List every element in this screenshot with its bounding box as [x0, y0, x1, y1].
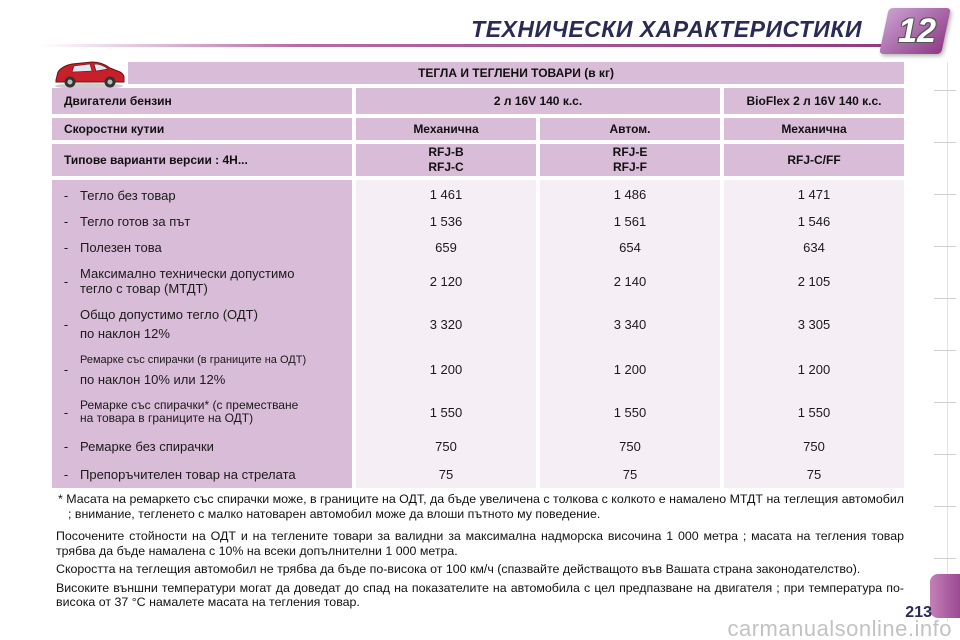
chapter-tab[interactable]: [934, 506, 956, 507]
watermark: carmanualsonline.info: [727, 616, 952, 640]
version-code: RFJ-F: [613, 160, 647, 174]
table-cell: 750: [803, 438, 825, 454]
versions-label: Типове варианти версии : 4H...: [52, 144, 352, 176]
table-cell: 1 536: [429, 213, 463, 229]
table-row: - Тегло без товар: [63, 187, 176, 203]
table-row: - Ремарке със спирачки (в границите на ОДТ) по наклон 10% или 12%: [63, 354, 307, 387]
table-cell: 75: [622, 466, 638, 482]
table-cell: 2 140: [613, 273, 647, 289]
note-altitude: Посочените стойности на ОДТ и на теглените товари за валидни за максимална надморска височина 1 000 метра ; масата на тегления товар трябва да бъде намалена с 10% на всеки допълнителни 1 000 метра.: [56, 529, 904, 558]
note-temperature: Високите външни температури могат да доведат до спад на показателите на автомобила с цел предпазване на двигателя ; при температура по-висока от 37 °С намалете масата на тегления товар.: [56, 580, 904, 609]
table-cell: 1 550: [429, 404, 463, 420]
value-column-1: [356, 180, 536, 488]
table-cell: 1 486: [613, 186, 647, 202]
table-title-row: [128, 62, 904, 84]
gearbox-row: [52, 118, 904, 140]
version-3: [724, 144, 904, 176]
table-row: - Препоръчителен товар на стрелата: [63, 466, 296, 482]
header-rule: [40, 44, 900, 47]
table-cell: 2 105: [797, 273, 831, 289]
page-number: 213: [905, 604, 932, 621]
chapter-tab[interactable]: [934, 298, 956, 299]
chapter-tab[interactable]: [934, 454, 956, 455]
table-cell: 3 340: [613, 316, 647, 332]
table-cell: 1 550: [613, 404, 647, 420]
chapter-tab[interactable]: [934, 142, 956, 143]
chapter-tab[interactable]: [934, 402, 956, 403]
table-body: [52, 180, 904, 488]
table-cell: 75: [806, 466, 822, 482]
table-cell: 1 200: [613, 361, 647, 377]
notes: [56, 492, 904, 614]
version-code: RFJ-E: [612, 145, 648, 159]
table-cell: 3 305: [797, 316, 831, 332]
chapter-tab-active[interactable]: [930, 574, 960, 618]
row-values: [352, 180, 904, 488]
chapter-number: 12: [898, 12, 936, 50]
value-column-3: [724, 180, 904, 488]
table-cell: 659: [435, 239, 457, 255]
table-cell: 1 546: [797, 213, 831, 229]
table-row: - Максимално технически допустимо тегло с товар (МТДТ): [63, 266, 295, 296]
row-labels: [52, 180, 352, 488]
gearbox-1: Механична: [356, 118, 536, 140]
table-cell: 634: [803, 239, 825, 255]
table-cell: 1 200: [429, 361, 463, 377]
chapter-tab[interactable]: [934, 350, 956, 351]
table-cell: 1 461: [429, 186, 463, 202]
table-cell: 75: [438, 466, 454, 482]
table-cell: 3 320: [429, 316, 463, 332]
page-header: [0, 0, 960, 58]
chapter-tab[interactable]: [934, 90, 956, 91]
engine-1: 2 л 16V 140 к.с.: [356, 88, 720, 114]
gearbox-3: Механична: [724, 118, 904, 140]
versions-row: [52, 144, 904, 176]
table-cell: 750: [435, 438, 457, 454]
page-title: ТЕХНИЧЕСКИ ХАРАКТЕРИСТИКИ: [471, 16, 862, 42]
gearbox-label: Скоростни кутии: [52, 118, 352, 140]
table-cell: 1 471: [797, 186, 831, 202]
table-row: - Полезен това: [63, 239, 162, 255]
table-cell: 750: [619, 438, 641, 454]
note-speed: Скоростта на теглещия автомобил не трябва да бъде по-висока от 100 км/ч (спазвайте действащото във Вашата страна законодателство).: [56, 562, 861, 576]
table-cell: 1 561: [613, 213, 647, 229]
table-row: - Ремарке без спирачки: [63, 438, 214, 454]
table-row: - Ремарке със спирачки* (с преместване на товара в границите на ОДТ): [63, 398, 299, 425]
table-row: - Тегло готов за път: [63, 213, 191, 229]
gearbox-2: Автом.: [540, 118, 720, 140]
version-2: [540, 144, 720, 176]
table-cell: 2 120: [429, 273, 463, 289]
table-cell: 1 200: [797, 361, 831, 377]
version-code: RFJ-B: [428, 145, 464, 159]
chapter-tab[interactable]: [934, 246, 956, 247]
engine-2: BioFlex 2 л 16V 140 к.с.: [724, 88, 904, 114]
footnote: * Масата на ремаркето със спирачки може, в границите на ОДТ, да бъде увеличена с толкова с колкото е намалено МТДТ на теглещия автомобил ; внимание, тегленето с малко натоварен автомобил може да влоши пътното му поведение.: [58, 492, 904, 521]
version-code: RFJ-C: [428, 160, 464, 174]
value-column-2: [540, 180, 720, 488]
table-row: - Общо допустимо тегло (ОДТ) по наклон 12%: [63, 307, 258, 341]
table-title: ТЕГЛА И ТЕГЛЕНИ ТОВАРИ (в кг): [418, 66, 614, 80]
weights-table: [52, 62, 904, 488]
engines-label: Двигатели бензин: [52, 88, 352, 114]
table-cell: 1 550: [797, 404, 831, 420]
chapter-tab[interactable]: [934, 558, 956, 559]
engines-row: [52, 88, 904, 114]
chapter-tabs: [932, 62, 960, 622]
table-cell: 654: [619, 239, 641, 255]
version-code: RFJ-C/FF: [787, 153, 841, 167]
chapter-tab[interactable]: [934, 194, 956, 195]
version-1: [356, 144, 536, 176]
